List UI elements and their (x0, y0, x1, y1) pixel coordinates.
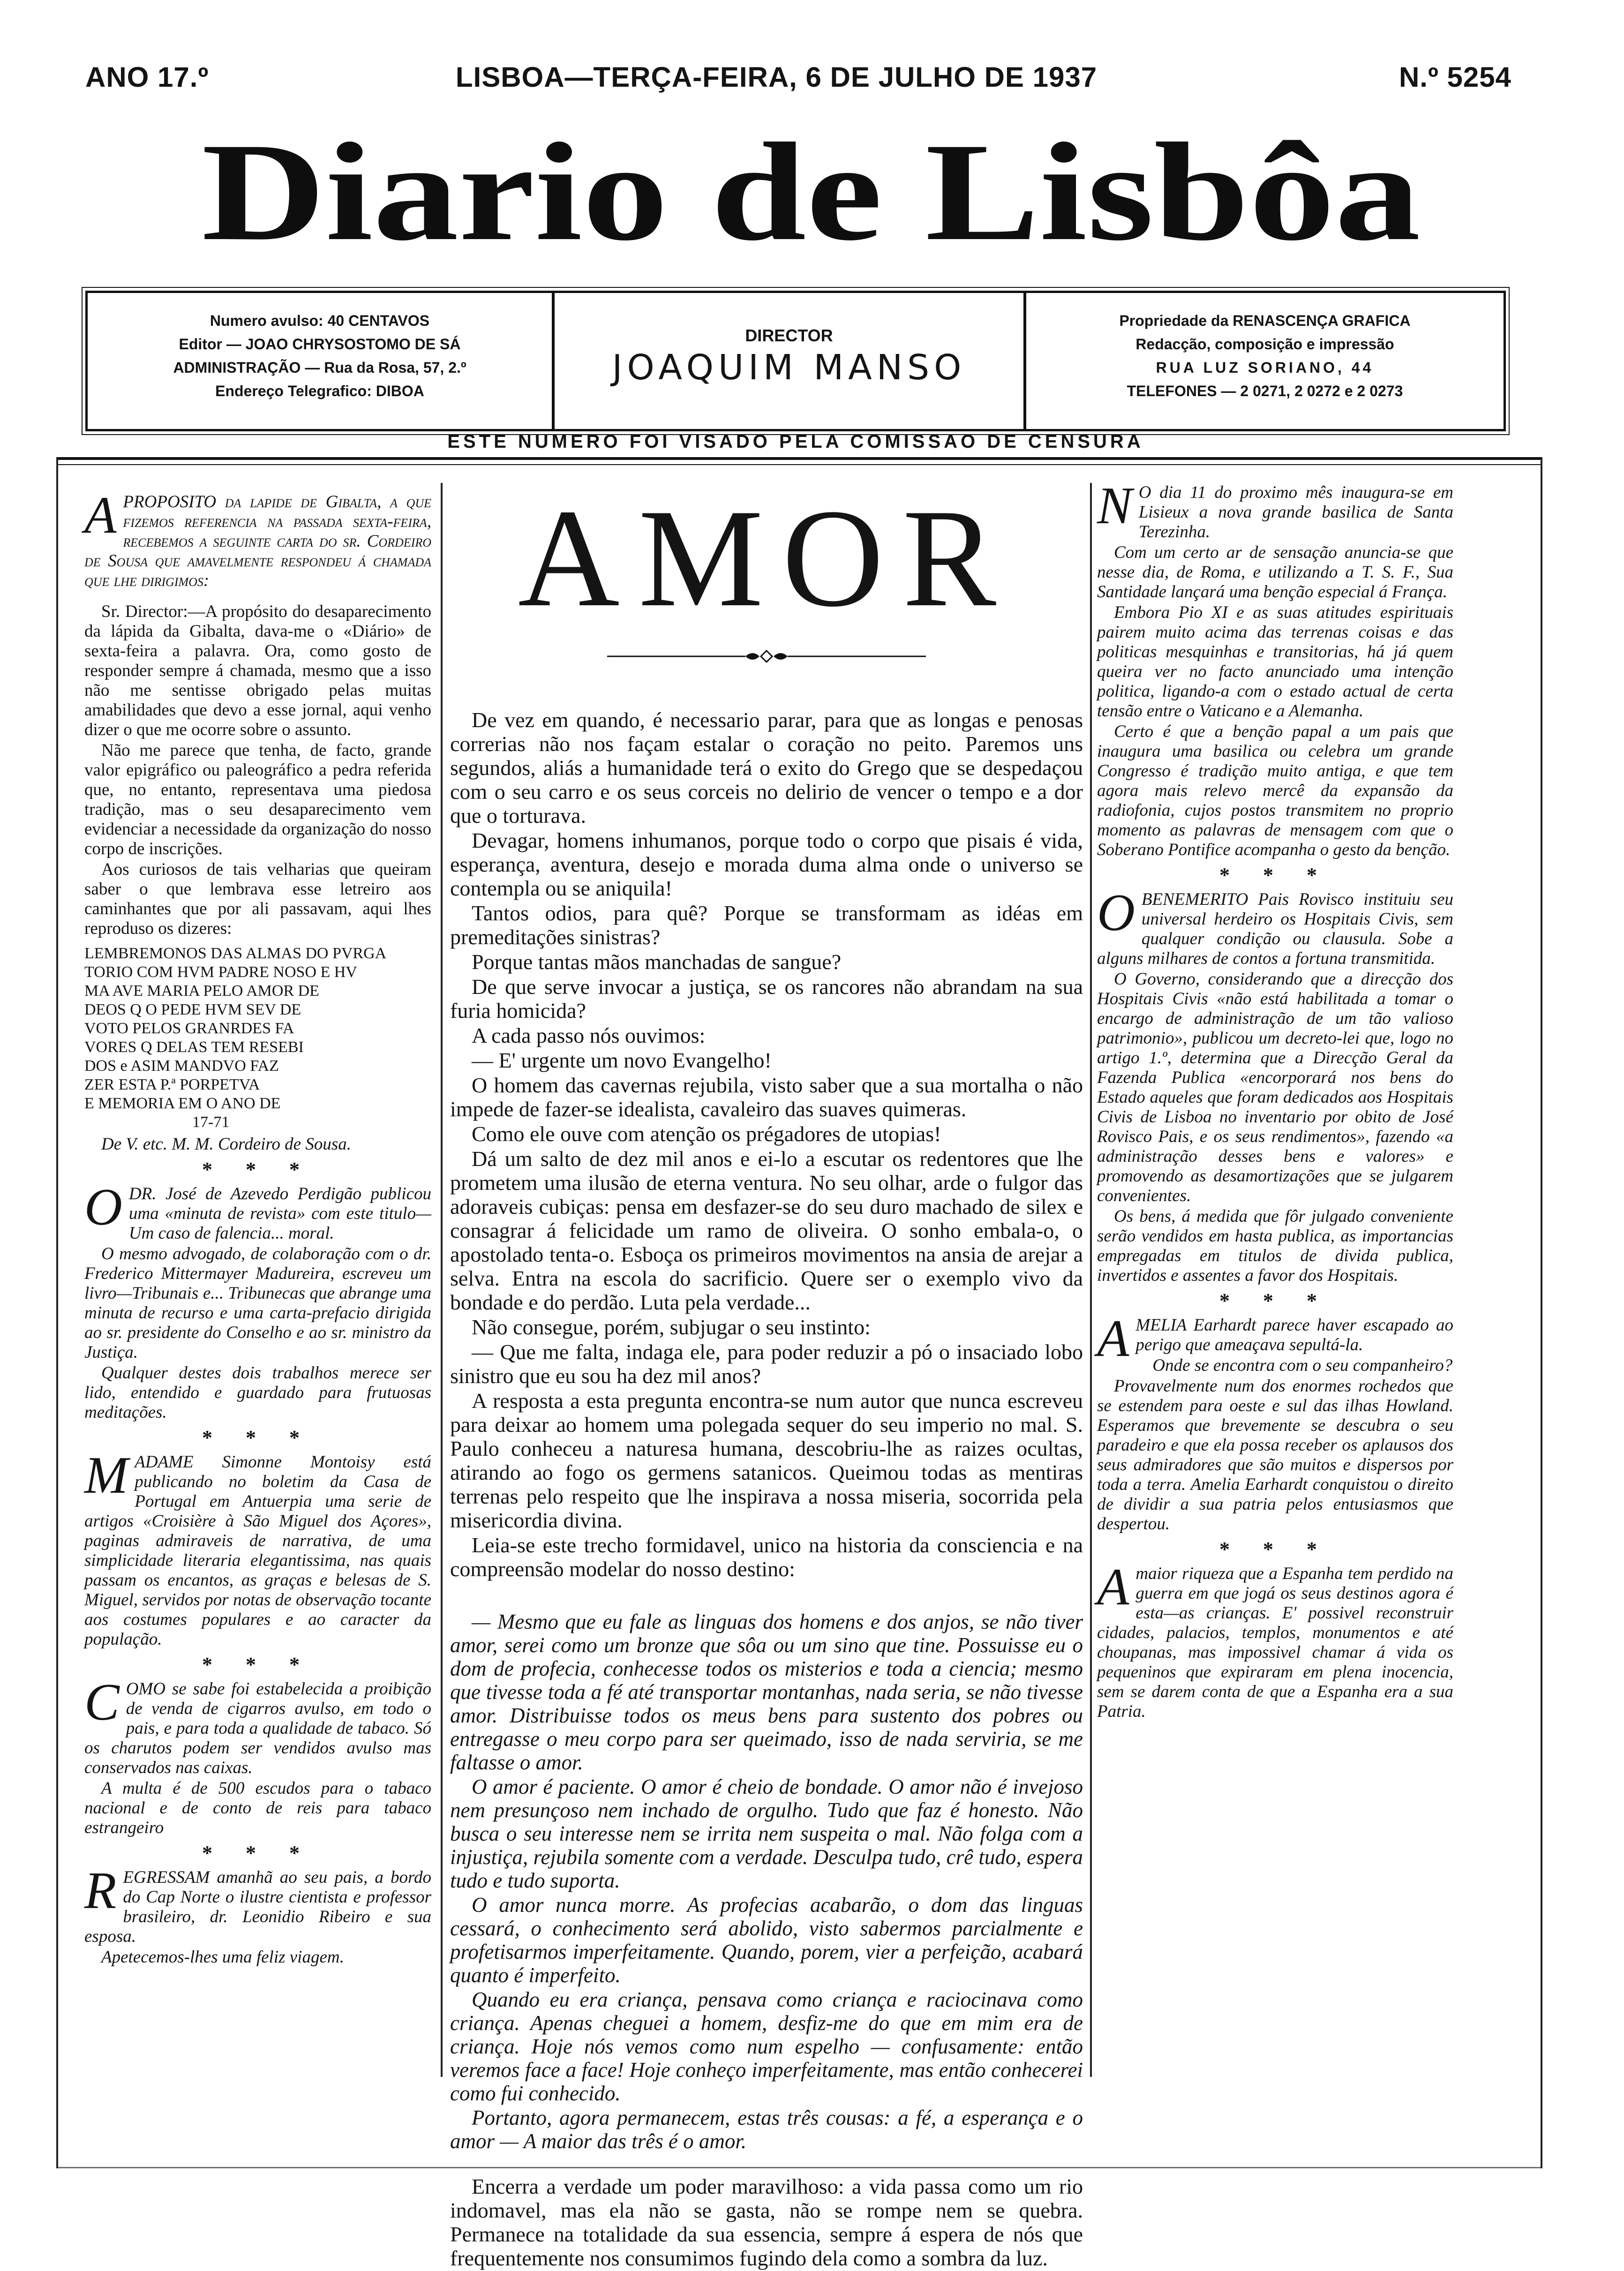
ownership-line: Propriedade da RENASCENÇA GRAFICA (1119, 312, 1411, 329)
left-column (84, 486, 431, 1968)
article-regressam-p2: Apetecemos-lhes uma feliz viagem. (101, 1948, 344, 1967)
article-gibalta-p3: Não me parece que tenha, de facto, grande valor epigráfico ou paleográfico a pedra referida que, no entanto, representava uma piedosa tradição, mas o seu desaparecimento vem evidenciar a necessidade da organização do nosso corpo de inscrições. (84, 741, 431, 858)
article-earhardt-p2: Onde se encontra com o seu companheiro? (1152, 1356, 1453, 1375)
inscription-line: VOTO PELOS GRANRDES FA (84, 1020, 294, 1037)
issue-number: N.º 5254 (1398, 61, 1511, 93)
inscription-line: DOS e ASIM MANDVO FAZ (84, 1057, 279, 1075)
telephones-line: TELEFONES — 2 0271, 2 0272 e 2 0273 (1127, 383, 1403, 399)
drop-cap: A (84, 486, 117, 544)
article-text: OMO se sabe foi estabelecida a proibição de venda de cigarros avulso, em todo o pais, e para toda a qualidade de tabaco. Só os charutos podem ser vendidos avulso mas conservados nas caixas. (84, 1679, 431, 1777)
article-text: MELIA Earhardt parece haver escapado ao perigo que ameaçava sepultá-la. (1135, 1316, 1453, 1354)
article-perdigao (84, 1178, 431, 1243)
top-frame-rule-thin (56, 464, 1542, 465)
amor-paragraph: Não consegue, porém, subjugar o seu instinto: (472, 1315, 871, 1339)
info-box-right (1026, 293, 1504, 429)
amor-paragraph: O homem das cavernas rejubila, visto saber que a sua mortalha o não impede de fazer-se idealista, cavaleiro das suaves quimeras. (450, 1073, 1083, 1121)
editor-line: Editor — JOAO CHRYSOSTOMO DE SÁ (179, 336, 461, 353)
corinthians-quote: O amor é paciente. O amor é cheio de bondade. O amor não é invejoso nem presunçoso nem inchado de orgulho. Tudo que faz é honesto. Não busca o seu interesse nem se irrita nem suspeita o mal. Não folga com a injustiça, rejubila somente com a verdade. Desculpa tudo, crê tudo, espera tudo e tudo suporta. (450, 1775, 1083, 1892)
director-name: JOAQUIM MANSO (612, 347, 966, 388)
title-ornament (532, 647, 1001, 666)
section-separator: * * * (1219, 1538, 1331, 1561)
article-perdigao-p2: O mesmo advogado, de colaboração com o dr. Frederico Mittermayer Madureira, escreveu um livro—Tribunais e... Tribunecas que abrange uma minuta de recurso e uma carta-prefacio dirigida ao sr. presidente do Conselho e ao sr. ministro da Justiça. (84, 1244, 431, 1362)
corinthians-quote: Portanto, agora permanecem, estas três cousas: a fé, a esperança e o amor — A maior das três é o amor. (450, 2106, 1083, 2153)
amor-paragraph: Como ele ouve com atenção os prégadores de utopias! (472, 1122, 941, 1146)
amor-paragraph: — E' urgente um novo Evangelho! (472, 1048, 772, 1072)
article-lisieux-p2: Com um certo ar de sensação anuncia-se que nesse dia, de Roma, e utilizando a T. S. F., Sua Santidade lançará uma benção especial á França. (1097, 543, 1453, 602)
inscription-text (84, 944, 431, 1132)
amor-paragraph: De que serve invocar a justiça, se os rancores não abrandam na sua furia homicida? (450, 975, 1083, 1023)
article-gibalta-p4: Aos curiosos de tais velharias que queiram saber o que lembrava esse letreiro aos caminhantes que por ali passavam, aqui lhes reproduso os dizeres: (84, 860, 431, 938)
drop-cap: O (84, 1178, 122, 1236)
info-box (85, 291, 1506, 431)
drop-cap: A (1097, 1558, 1129, 1616)
amor-paragraph: De vez em quando, é necessario parar, para que as longas e penosas correrias não nos façam estalar o coração no peito. Paremos uns segundos, aliás a humanidade terá o exito do Grego que se despedaçou com o seu carro e os seus corceis no delirio de vencer o tempo e a dor que o torturava. (450, 708, 1083, 827)
amor-paragraph: A resposta a esta pregunta encontra-se num autor que nunca escreveu para deixar ao homem uma polegada sequer do seu imperio no mal. S. Paulo conheceu a naturesa humana, descobriu-lhe as raizes ocultas, atirando ao fogo os germens satanicos. Queimou todas as mentiras terrenas pelo respeito que lhe inspirava a nossa miseria, socorrida pela misericordia divina. (450, 1389, 1083, 1532)
inscription-line: E MEMORIA EM O ANO DE (84, 1095, 281, 1112)
masthead-title: Diario de Lisbôa (202, 114, 1421, 267)
article-gibalta-letter: Sr. Director:—A propósito do desaparecimento da lápida da Gibalta, dava-me o «Diário» de sexta-feira a palavra. Ora, como gosto de responder sempre á chamada, mesmo que a isso não me sentisse obrigado pelas muitas amabilidades que devo a esse jornal, aqui venho dizer o que me ocorre sobre o assunto. (84, 602, 431, 739)
telegraph-line: Endereço Telegrafico: DIBOA (215, 383, 424, 399)
article-text: ADAME Simonne Montoisy está publicando no boletim da Casa de Portugal em Antuerpia uma serie de artigos «Croisière à São Miguel dos Açores», paginas admiraveis de narrativa, de uma simplicidade literaria elegantissima, nas quais passam os encantos, as graças e belesas de S. Miguel, servidos por notas de observação tocante aos costumes populares e ao caracter da população. (84, 1452, 431, 1649)
frame-left-rule (56, 457, 58, 2168)
amor-paragraph: — Que me falta, indaga ele, para poder reduzir a pó o insaciado lobo sinistro que eu sou ha dez mil anos? (450, 1340, 1083, 1388)
article-text: PROPOSITO da lapide de Gibalta, a que fizemos referencia na passada sexta-feira, recebemos a seguinte carta do sr. Cordeiro de Sousa que amavelmente respondeu á chamada que lhe dirigimos: (84, 492, 431, 590)
article-title: AMOR (518, 480, 1015, 636)
column-rule-right (1090, 483, 1092, 2077)
frame-right-rule (1541, 457, 1542, 2168)
amor-paragraph: Dá um salto de dez mil anos e ei-lo a escutar os redentores que lhe prometem uma ilusão de eterna ventura. No seu olhar, arde o fulgor das adoraveis cubiças: pensa em desfazer-se do seu duro machado de silex e consagrar á felicidade um ramo de oliveira. O sonho embala-o, o apostolado tenta-o. Esboça os primeiros movimentos na ansia de arejar a selva. Entra na escola do sacrificio. Quere ser o exemplo vivo da bondade e do perdão. Luta pela verdade... (450, 1147, 1083, 1314)
article-cigarros (84, 1673, 431, 1778)
section-separator: * * * (202, 1158, 314, 1181)
section-separator: * * * (202, 1653, 314, 1676)
inscription-line: 17-71 (192, 1113, 230, 1131)
article-text: maior riqueza que a Espanha tem perdido na guerra em que jogá os seus destinos agora é esta—as crianças. E' possivel reconstruir cidades, palacios, templos, monumentos e até choupanas, mas impossivel chamar á vida os pequeninos que expiraram em plena inocencia, sem se darem conta de que a Espanha era a sua Patria. (1097, 1564, 1453, 1721)
inscription-line: LEMBREMONOS DAS ALMAS DO PVRGA (84, 945, 387, 962)
article-lisieux-p4: Certo é que a benção papal a um pais que inaugura uma basilica ou celebra um grande Congresso é tradição muito antiga, e que tem agora mais relevo mercê da expansão da radiofonia, cujos postos transmitem no proprio momento as palavras de mensagem com que o Soberano Pontifice acompanha o gesto da benção. (1097, 722, 1453, 859)
amor-paragraph: Devagar, homens inhumanos, porque todo o corpo que pisais é vida, esperança, aventura, desejo e morada duma alma onde o universo se contempla ou se aniquila! (450, 828, 1083, 900)
article-perdigao-p3: Qualquer destes dois trabalhos merece ser lido, entendido e guardado para frutuosas meditações. (84, 1363, 431, 1422)
article-montoisy (84, 1446, 431, 1649)
price-line: Numero avulso: 40 CENTAVOS (210, 312, 430, 329)
amor-paragraph: Tantos odios, para quê? Porque se transformam as idéas em premeditações sinistras? (450, 901, 1083, 949)
section-separator: * * * (202, 1842, 314, 1865)
column-rule-left (441, 483, 443, 2077)
article-text: DR. José de Azevedo Perdigão publicou uma «minuta de revista» com este titulo—Um caso de falencia... moral. (128, 1184, 431, 1243)
corinthians-quote: O amor nunca morre. As profecias acabarão, o dom das linguas cessará, o conhecimento será abolido, visto sabermos parcialmente e profetisarmos imperfeitamente. Quando, porem, vier a perfeição, acabará quanto é imperfeito. (450, 1893, 1083, 1987)
letter-signature: De V. etc. M. M. Cordeiro de Sousa. (101, 1135, 351, 1154)
article-gibalta-intro (84, 486, 431, 591)
article-text: BENEMERITO Pais Rovisco instituiu seu universal herdeiro os Hospitais Civis, sem qualquer condição ou clausula. Sobe a alguns milhares de contos a fortuna transmitida. (1097, 890, 1453, 968)
section-separator: * * * (1219, 1289, 1331, 1312)
article-rovisco-p3: Os bens, á medida que fôr julgado conveniente serão vendidos em hasta publica, as importancias empregadas em titulos de divida publica, invertidos e assentes a favor dos Hospitais. (1097, 1207, 1453, 1285)
inscription-line: MA AVE MARIA PELO AMOR DE (84, 982, 319, 1000)
article-lisieux-p3: Embora Pio XI e as suas atitudes espirituais pairem muito acima das terrenas coisas e das politicas mesquinhas e transitorias, há já quem queira ver no facto anunciado uma intenção politica, ligando-a com o estado actual de certa tensão entre o Vaticano e a Alemanha. (1097, 603, 1453, 721)
drop-cap: C (84, 1673, 120, 1731)
article-rovisco (1097, 884, 1453, 969)
article-text: EGRESSAM amanhã ao seu pais, a bordo do Cap Norte o ilustre cientista e professor brasileiro, dr. Leonidio Ribeiro e sua esposa. (84, 1868, 431, 1946)
amor-paragraph: A cada passo nós ouvimos: (472, 1023, 706, 1047)
year-volume: ANO 17.º (85, 61, 209, 93)
article-lisieux (1097, 477, 1453, 542)
drop-cap: A (1097, 1309, 1129, 1368)
drop-cap: N (1097, 477, 1132, 535)
censorship-notice: ESTE NUMERO FOI VISADO PELA COMISSAO DE CENSURA (447, 431, 1144, 452)
right-column (1097, 477, 1453, 1722)
amor-paragraph: Leia-se este trecho formidavel, unico na historia da consciencia e na compreensão modelar do nosso destino: (450, 1533, 1083, 1581)
section-separator: * * * (1219, 864, 1331, 887)
inscription-line: DEOS Q O PEDE HVM SEV DE (84, 1001, 301, 1018)
article-cigarros-p2: A multa é de 500 escudos para o tabaco nacional e de conto de reis para tabaco estrangeiro (84, 1779, 431, 1837)
drop-cap: M (84, 1446, 128, 1504)
info-box-director (555, 293, 1026, 429)
corinthians-quote: — Mesmo que eu fale as linguas dos homens e dos anjos, se não tiver amor, serei como um bronze que sôa ou um sino que tine. Possuisse eu o dom de profecia, conhecesse todos os misterios e toda a ciencia; mesmo que tivesse toda a fé até transportar montanhas, nada seria, se não tivesse amor. Distribuisse todos os meus bens para sustento dos pobres ou entregasse o meu corpo para ser queimado, isso de nada serviria, se me faltasse o amor. (450, 1610, 1083, 1774)
amor-conclusion: Encerra a verdade um poder maravilhoso: a vida passa como um rio indomavel, mas ela não se gasta, não se rompe nem se quebra. Permanece na totalidade da sua essencia, sempre á espera de nós que frequentemente nos consumimos fugindo dela como a sombra da luz. (450, 2174, 1083, 2270)
article-text: O dia 11 do proximo mês inaugura-se em Lisieux a nova grande basilica de Santa Terezinha. (1138, 483, 1453, 541)
masthead-logo (188, 108, 1435, 267)
corinthians-quote: Quando eu era criança, pensava como criança e raciocinava como criança. Apenas cheguei a homem, desfiz-me do que em mim era de criança. Hoje nós vemos como num espelho — confusamente: então veremos face a face! Hoje conheço imperfeitamente, mas então conhecerei como fui conhecido. (450, 1988, 1083, 2105)
inscription-line: TORIO COM HVM PADRE NOSO E HV (84, 963, 357, 981)
info-box-left (88, 293, 555, 429)
inscription-line: ZER ESTA P.ª PORPETVA (84, 1076, 260, 1093)
article-espanha (1097, 1558, 1453, 1722)
drop-cap: O (1097, 884, 1135, 942)
administration-line: ADMINISTRAÇÃO — Rua da Rosa, 57, 2.º (173, 359, 466, 376)
director-label: DIRECTOR (745, 326, 833, 345)
inscription-line: VORES Q DELAS TEM RESEBI (84, 1038, 304, 1056)
article-rovisco-p2: O Governo, considerando que a direcção dos Hospitais Civis «não está habilitada a tomar o encargo de administração de um tão valioso patrimonio», publicou um decreto-lei que, logo no artigo 1.º, determina que a Direcção Geral da Fazenda Publica «encorporará nos bens do Estado aqueles que foram dedicados aos Hospitais Civis de Lisboa no inventario por obito de José Rovisco Pais, e os seus rendimentos», fazendo «a administração desses bens e valores» e promovendo as desamortizações que se julgarem convenientes. (1097, 970, 1453, 1205)
editorial-line: Redacção, composição e impressão (1135, 336, 1394, 353)
center-column (450, 480, 1083, 2271)
article-regressam (84, 1862, 431, 1947)
top-frame-rule (56, 457, 1542, 460)
address-line: RUA LUZ SORIANO, 44 (1156, 359, 1374, 376)
drop-cap: R (84, 1862, 117, 1920)
amor-paragraph: Porque tantas mãos manchadas de sangue? (472, 950, 842, 974)
dateline: LISBOA—TERÇA-FEIRA, 6 DE JULHO DE 1937 (455, 61, 1098, 93)
article-earhardt-p3: Provavelmente num dos enormes rochedos que se estendem para oeste e sul das ilhas Howland. Esperamos que brevemente se descubra o seu paradeiro e que ela possa receber os aplausos dos seus admiradores que são muitos e dispersos por toda a terra. Amelia Earhardt conquistou o direito de dividir a sua patria pelos entusiasmos que despertou. (1097, 1376, 1453, 1534)
section-separator: * * * (202, 1426, 314, 1449)
